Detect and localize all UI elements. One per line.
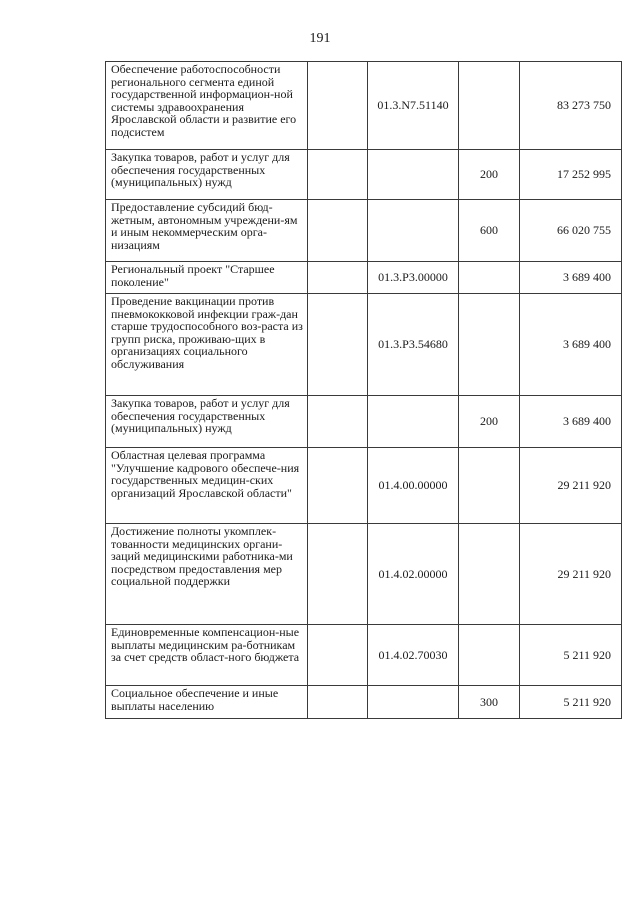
budget-table — [105, 61, 622, 719]
row-empty-cell — [308, 625, 368, 686]
row-amount: 3 689 400 — [520, 396, 622, 448]
row-code — [368, 150, 459, 200]
row-empty-cell — [308, 448, 368, 524]
row-amount: 5 211 920 — [520, 625, 622, 686]
row-expense-type — [459, 448, 520, 524]
row-code — [368, 200, 459, 262]
row-code: 01.4.02.00000 — [368, 524, 459, 625]
row-name: Обеспечение работоспособности регионального сегмента единой государственной информацион-ной системы здравоохранения Ярославской области и развитие его подсистем — [106, 62, 308, 150]
row-empty-cell — [308, 62, 368, 150]
row-code: 01.4.02.70030 — [368, 625, 459, 686]
row-expense-type: 300 — [459, 686, 520, 719]
table-row — [106, 294, 622, 396]
table-row — [106, 686, 622, 719]
row-name: Предоставление субсидий бюд-жетным, автономным учреждени-ям и иным некоммерческим орга-низациям — [106, 200, 308, 262]
row-code: 01.3.P3.54680 — [368, 294, 459, 396]
row-expense-type: 600 — [459, 200, 520, 262]
row-name: Проведение вакцинации против пневмококковой инфекции граж-дан старше трудоспособного воз-раста из групп риска, проживаю-щих в организациях социального обслуживания — [106, 294, 308, 396]
row-amount: 66 020 755 — [520, 200, 622, 262]
table-row — [106, 524, 622, 625]
row-name: Закупка товаров, работ и услуг для обеспечения государственных (муниципальных) нужд — [106, 396, 308, 448]
row-empty-cell — [308, 200, 368, 262]
row-expense-type: 200 — [459, 396, 520, 448]
row-code: 01.3.P3.00000 — [368, 262, 459, 294]
row-empty-cell — [308, 262, 368, 294]
row-amount: 3 689 400 — [520, 294, 622, 396]
row-name: Региональный проект "Старшее поколение" — [106, 262, 308, 294]
row-name: Социальное обеспечение и иные выплаты населению — [106, 686, 308, 719]
row-empty-cell — [308, 294, 368, 396]
row-code — [368, 686, 459, 719]
row-name: Закупка товаров, работ и услуг для обеспечения государственных (муниципальных) нужд — [106, 150, 308, 200]
row-expense-type — [459, 62, 520, 150]
table-row — [106, 448, 622, 524]
table-row — [106, 62, 622, 150]
row-amount: 29 211 920 — [520, 524, 622, 625]
row-empty-cell — [308, 686, 368, 719]
table-row — [106, 625, 622, 686]
table-row — [106, 262, 622, 294]
row-expense-type: 200 — [459, 150, 520, 200]
row-name: Единовременные компенсацион-ные выплаты медицинским ра-ботникам за счет средств област-ного бюджета — [106, 625, 308, 686]
row-empty-cell — [308, 524, 368, 625]
page-number: 191 — [309, 31, 331, 46]
row-amount: 29 211 920 — [520, 448, 622, 524]
row-code: 01.4.00.00000 — [368, 448, 459, 524]
row-amount: 3 689 400 — [520, 262, 622, 294]
row-expense-type — [459, 294, 520, 396]
row-name: Достижение полноты укомплек-тованности медицинских органи-заций медицинскими работника-ми посредством предоставления мер социальной поддержки — [106, 524, 308, 625]
row-empty-cell — [308, 150, 368, 200]
row-amount: 5 211 920 — [520, 686, 622, 719]
row-empty-cell — [308, 396, 368, 448]
row-expense-type — [459, 524, 520, 625]
row-expense-type — [459, 625, 520, 686]
table-row — [106, 200, 622, 262]
row-code — [368, 396, 459, 448]
row-code: 01.3.N7.51140 — [368, 62, 459, 150]
table-row — [106, 396, 622, 448]
row-amount: 83 273 750 — [520, 62, 622, 150]
row-name: Областная целевая программа "Улучшение кадрового обеспече-ния государственных медицин-ских организаций Ярославской области" — [106, 448, 308, 524]
row-amount: 17 252 995 — [520, 150, 622, 200]
row-expense-type — [459, 262, 520, 294]
table-row — [106, 150, 622, 200]
